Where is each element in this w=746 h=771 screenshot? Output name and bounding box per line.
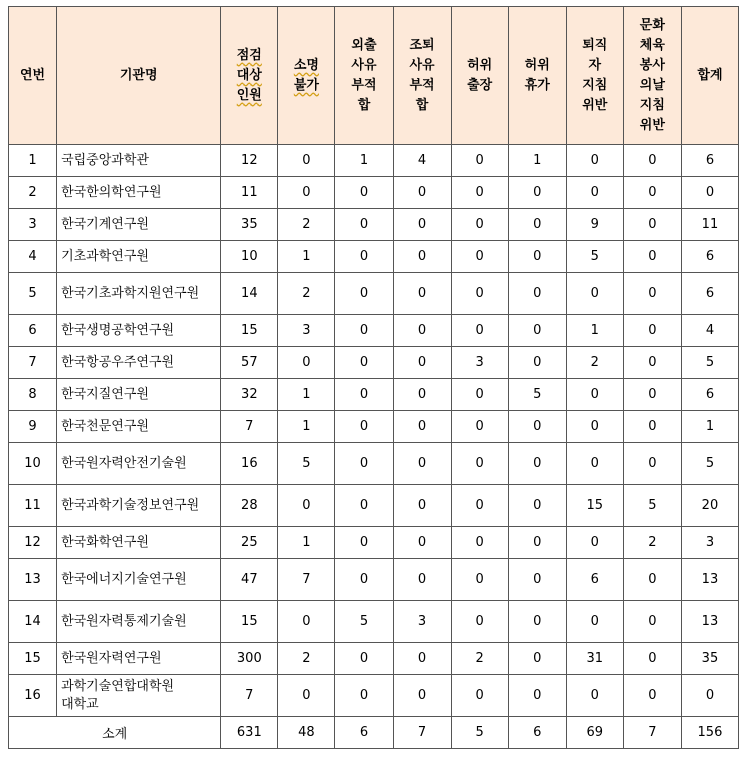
value-cell: 0 (393, 177, 451, 209)
value-cell: 0 (508, 273, 566, 315)
header-culture-line: 지침 (639, 97, 665, 113)
row-number: 13 (9, 559, 57, 601)
value-cell: 0 (451, 315, 508, 347)
header-culture-line: 문화 (639, 17, 665, 33)
value-cell: 28 (221, 485, 278, 527)
subtotal-value: 6 (508, 717, 566, 749)
value-cell: 1 (278, 379, 335, 411)
value-cell: 0 (335, 675, 393, 717)
value-cell: 4 (681, 315, 738, 347)
org-name-line: 한국천문연구원 (61, 418, 149, 434)
value-cell: 13 (681, 601, 738, 643)
value-cell: 0 (623, 273, 681, 315)
value-cell: 9 (566, 209, 623, 241)
value-cell: 0 (566, 601, 623, 643)
value-cell: 0 (623, 241, 681, 273)
value-cell: 0 (623, 643, 681, 675)
org-name-line: 과학기술연합대학원 (61, 678, 175, 694)
value-cell: 0 (393, 411, 451, 443)
header-fake-trip (451, 7, 508, 145)
value-cell: 0 (508, 527, 566, 559)
subtotal-value: 156 (681, 717, 738, 749)
header-culture-line: 의날 (639, 77, 665, 93)
value-cell: 5 (278, 443, 335, 485)
table-row (9, 315, 739, 347)
value-cell: 0 (335, 443, 393, 485)
table-row (9, 177, 739, 209)
value-cell: 0 (278, 485, 335, 527)
header-culture-line: 봉사 (639, 57, 665, 73)
header-early-line: 조퇴 (409, 37, 435, 53)
value-cell: 5 (508, 379, 566, 411)
value-cell: 0 (278, 177, 335, 209)
value-cell: 35 (681, 643, 738, 675)
row-number: 5 (9, 273, 57, 315)
value-cell: 3 (393, 601, 451, 643)
value-cell: 0 (508, 347, 566, 379)
org-name-line: 한국원자력통제기술원 (61, 613, 187, 629)
value-cell: 0 (508, 643, 566, 675)
org-name-line: 한국기초과학지원연구원 (61, 285, 200, 301)
subtotal-value: 6 (335, 717, 393, 749)
org-name (57, 643, 221, 675)
value-cell: 0 (623, 145, 681, 177)
value-cell: 0 (566, 273, 623, 315)
subtotal-value: 69 (566, 717, 623, 749)
row-number: 6 (9, 315, 57, 347)
value-cell: 2 (278, 643, 335, 675)
org-name-line: 국립중앙과학관 (61, 152, 149, 168)
value-cell: 2 (278, 209, 335, 241)
value-cell: 3 (681, 527, 738, 559)
table-row (9, 675, 739, 717)
header-offwork-line: 지침 (582, 77, 608, 93)
value-cell: 0 (623, 601, 681, 643)
table-row (9, 559, 739, 601)
header-offwork-line: 퇴직 (582, 37, 608, 53)
value-cell: 5 (335, 601, 393, 643)
header-culture (623, 7, 681, 145)
table-row (9, 601, 739, 643)
header-early-line: 사유 (409, 57, 435, 73)
table-row (9, 209, 739, 241)
value-cell: 0 (451, 675, 508, 717)
value-cell: 14 (221, 273, 278, 315)
value-cell: 11 (681, 209, 738, 241)
value-cell: 0 (393, 643, 451, 675)
value-cell: 0 (623, 177, 681, 209)
org-name-line: 대학교 (61, 696, 99, 712)
subtotal-label: 소계 (9, 717, 221, 749)
row-number: 11 (9, 485, 57, 527)
value-cell: 0 (681, 675, 738, 717)
value-cell: 0 (335, 527, 393, 559)
value-cell: 0 (566, 527, 623, 559)
value-cell: 7 (278, 559, 335, 601)
org-name (57, 379, 221, 411)
header-fake-trip-line: 허위 (467, 57, 493, 73)
org-name-line: 한국원자력안전기술원 (61, 455, 187, 471)
value-cell: 0 (566, 145, 623, 177)
table-row (9, 145, 739, 177)
subtotal-value: 5 (451, 717, 508, 749)
value-cell: 2 (566, 347, 623, 379)
value-cell: 5 (623, 485, 681, 527)
value-cell: 0 (451, 527, 508, 559)
header-outing-line: 사유 (351, 57, 377, 73)
value-cell: 0 (278, 675, 335, 717)
value-cell: 2 (278, 273, 335, 315)
header-outing-line: 외출 (351, 37, 377, 53)
value-cell: 35 (221, 209, 278, 241)
table-row (9, 347, 739, 379)
value-cell: 1 (278, 527, 335, 559)
org-name-line: 한국화학연구원 (61, 534, 149, 550)
value-cell: 13 (681, 559, 738, 601)
row-number: 1 (9, 145, 57, 177)
value-cell: 0 (451, 177, 508, 209)
org-name (57, 527, 221, 559)
value-cell: 1 (681, 411, 738, 443)
value-cell: 1 (278, 241, 335, 273)
value-cell: 15 (221, 315, 278, 347)
row-number: 10 (9, 443, 57, 485)
header-org: 기관명 (57, 7, 221, 145)
value-cell: 0 (451, 485, 508, 527)
value-cell: 10 (221, 241, 278, 273)
table-row (9, 411, 739, 443)
value-cell: 20 (681, 485, 738, 527)
header-fake-trip-line: 출장 (467, 77, 493, 93)
inspection-table (8, 6, 739, 749)
value-cell: 0 (278, 347, 335, 379)
value-cell: 47 (221, 559, 278, 601)
header-checked-line: 점검 (236, 47, 262, 63)
value-cell: 0 (451, 209, 508, 241)
value-cell: 0 (393, 273, 451, 315)
value-cell: 11 (221, 177, 278, 209)
value-cell: 7 (221, 411, 278, 443)
subtotal-value: 7 (623, 717, 681, 749)
value-cell: 0 (566, 379, 623, 411)
org-name-line: 기초과학연구원 (61, 248, 149, 264)
value-cell: 25 (221, 527, 278, 559)
value-cell: 15 (221, 601, 278, 643)
value-cell: 0 (335, 177, 393, 209)
org-name (57, 485, 221, 527)
header-unexplained-line: 소명 (293, 57, 319, 73)
value-cell: 0 (623, 443, 681, 485)
value-cell: 0 (508, 485, 566, 527)
value-cell: 6 (681, 241, 738, 273)
value-cell: 0 (451, 241, 508, 273)
header-early-line: 부적 (409, 77, 435, 93)
value-cell: 15 (566, 485, 623, 527)
value-cell: 0 (451, 559, 508, 601)
org-name (57, 411, 221, 443)
header-culture-line: 체육 (639, 37, 665, 53)
org-name (57, 241, 221, 273)
value-cell: 16 (221, 443, 278, 485)
table-row (9, 379, 739, 411)
value-cell: 5 (681, 347, 738, 379)
org-name-line: 한국항공우주연구원 (61, 354, 175, 370)
subtotal-value: 631 (221, 717, 278, 749)
header-checked (221, 7, 278, 145)
value-cell: 0 (393, 379, 451, 411)
value-cell: 0 (335, 485, 393, 527)
value-cell: 7 (221, 675, 278, 717)
value-cell: 0 (508, 177, 566, 209)
header-fake-leave (508, 7, 566, 145)
value-cell: 0 (335, 209, 393, 241)
value-cell: 0 (451, 273, 508, 315)
header-outing-line: 합 (357, 97, 371, 113)
value-cell: 6 (681, 273, 738, 315)
value-cell: 0 (566, 675, 623, 717)
value-cell: 0 (335, 241, 393, 273)
row-number: 2 (9, 177, 57, 209)
header-unexplained-line: 불가 (293, 77, 319, 93)
header-row (9, 7, 739, 145)
row-number: 4 (9, 241, 57, 273)
table-row (9, 485, 739, 527)
header-offwork (566, 7, 623, 145)
value-cell: 0 (623, 411, 681, 443)
value-cell: 6 (566, 559, 623, 601)
value-cell: 0 (393, 527, 451, 559)
header-fake-leave-line: 휴가 (524, 77, 550, 93)
row-number: 12 (9, 527, 57, 559)
org-name (57, 315, 221, 347)
value-cell: 0 (681, 177, 738, 209)
value-cell: 1 (508, 145, 566, 177)
subtotal-value: 48 (278, 717, 335, 749)
value-cell: 0 (335, 273, 393, 315)
org-name-line: 한국에너지기술연구원 (61, 571, 187, 587)
header-no: 연번 (9, 7, 57, 145)
header-early-line: 합 (415, 97, 429, 113)
org-name (57, 443, 221, 485)
header-offwork-line: 위반 (582, 97, 608, 113)
header-offwork-line: 자 (588, 57, 602, 73)
row-number: 9 (9, 411, 57, 443)
value-cell: 300 (221, 643, 278, 675)
org-name-line: 한국지질연구원 (61, 386, 149, 402)
value-cell: 31 (566, 643, 623, 675)
value-cell: 0 (278, 601, 335, 643)
value-cell: 0 (393, 241, 451, 273)
org-name-line: 한국원자력연구원 (61, 650, 162, 666)
subtotal-value: 7 (393, 717, 451, 749)
value-cell: 0 (335, 559, 393, 601)
row-number: 3 (9, 209, 57, 241)
value-cell: 0 (508, 601, 566, 643)
value-cell: 0 (393, 559, 451, 601)
value-cell: 0 (508, 209, 566, 241)
value-cell: 0 (566, 411, 623, 443)
header-outing (335, 7, 393, 145)
value-cell: 1 (278, 411, 335, 443)
header-fake-leave-line: 허위 (524, 57, 550, 73)
org-name (57, 601, 221, 643)
header-checked-line: 인원 (236, 87, 262, 103)
value-cell: 1 (566, 315, 623, 347)
org-name (57, 273, 221, 315)
value-cell: 3 (278, 315, 335, 347)
value-cell: 0 (508, 559, 566, 601)
value-cell: 12 (221, 145, 278, 177)
table-row (9, 241, 739, 273)
value-cell: 0 (393, 675, 451, 717)
table-row (9, 443, 739, 485)
subtotal-row (9, 717, 739, 749)
value-cell: 0 (451, 379, 508, 411)
row-number: 14 (9, 601, 57, 643)
value-cell: 0 (393, 485, 451, 527)
org-name-line: 한국기계연구원 (61, 216, 149, 232)
value-cell: 2 (451, 643, 508, 675)
value-cell: 0 (623, 347, 681, 379)
value-cell: 32 (221, 379, 278, 411)
value-cell: 0 (566, 443, 623, 485)
value-cell: 0 (393, 315, 451, 347)
value-cell: 5 (681, 443, 738, 485)
value-cell: 0 (451, 443, 508, 485)
table-row (9, 273, 739, 315)
header-checked-line: 대상 (236, 67, 262, 83)
org-name (57, 177, 221, 209)
row-number: 16 (9, 675, 57, 717)
row-number: 7 (9, 347, 57, 379)
header-culture-line: 위반 (639, 117, 665, 133)
value-cell: 0 (335, 643, 393, 675)
value-cell: 0 (623, 675, 681, 717)
org-name-line: 한국과학기술정보연구원 (61, 497, 200, 513)
row-number: 8 (9, 379, 57, 411)
value-cell: 6 (681, 145, 738, 177)
org-name (57, 559, 221, 601)
value-cell: 0 (508, 411, 566, 443)
org-name (57, 347, 221, 379)
value-cell: 0 (393, 347, 451, 379)
value-cell: 0 (335, 379, 393, 411)
value-cell: 0 (393, 443, 451, 485)
org-name-line: 한국생명공학연구원 (61, 322, 175, 338)
value-cell: 2 (623, 527, 681, 559)
value-cell: 0 (508, 315, 566, 347)
value-cell: 0 (451, 411, 508, 443)
value-cell: 57 (221, 347, 278, 379)
value-cell: 0 (335, 315, 393, 347)
table-row (9, 527, 739, 559)
org-name (57, 145, 221, 177)
value-cell: 0 (451, 145, 508, 177)
header-unexplained (278, 7, 335, 145)
value-cell: 0 (335, 347, 393, 379)
org-name (57, 209, 221, 241)
value-cell: 0 (393, 209, 451, 241)
value-cell: 3 (451, 347, 508, 379)
value-cell: 5 (566, 241, 623, 273)
table-row (9, 643, 739, 675)
value-cell: 4 (393, 145, 451, 177)
value-cell: 0 (508, 443, 566, 485)
header-total: 합계 (681, 7, 738, 145)
header-outing-line: 부적 (351, 77, 377, 93)
value-cell: 0 (623, 315, 681, 347)
value-cell: 0 (508, 241, 566, 273)
header-early (393, 7, 451, 145)
row-number: 15 (9, 643, 57, 675)
value-cell: 0 (566, 177, 623, 209)
value-cell: 6 (681, 379, 738, 411)
value-cell: 0 (335, 411, 393, 443)
value-cell: 1 (335, 145, 393, 177)
value-cell: 0 (623, 559, 681, 601)
value-cell: 0 (508, 675, 566, 717)
value-cell: 0 (278, 145, 335, 177)
value-cell: 0 (623, 379, 681, 411)
value-cell: 0 (623, 209, 681, 241)
value-cell: 0 (451, 601, 508, 643)
org-name (57, 675, 221, 717)
org-name-line: 한국한의학연구원 (61, 184, 162, 200)
